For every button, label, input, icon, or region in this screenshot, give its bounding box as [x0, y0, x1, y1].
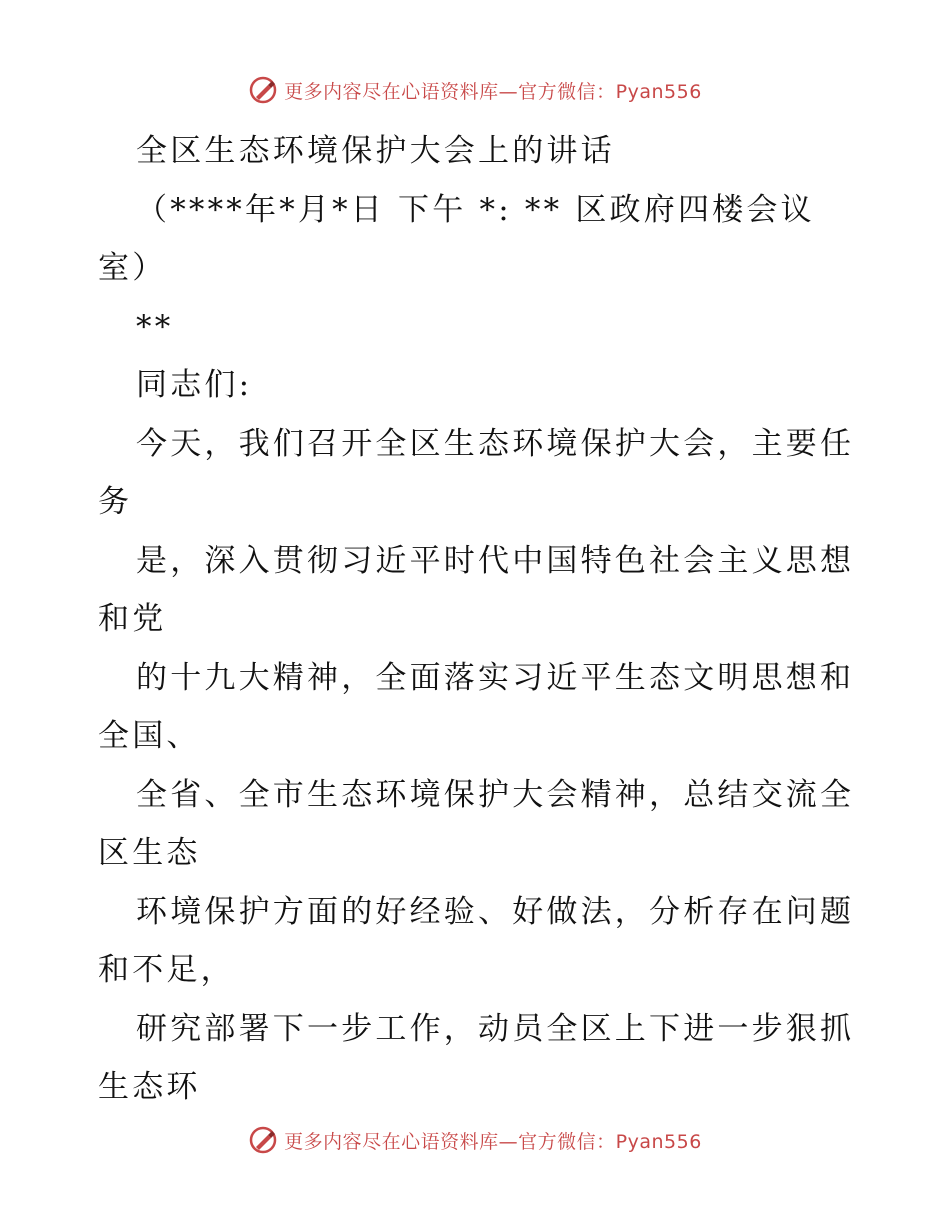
pen-logo-icon: [248, 75, 278, 105]
header-watermark: [0, 70, 950, 110]
document-body: [98, 122, 858, 1117]
text-line: 务: [98, 484, 133, 520]
text-line: 全国、: [98, 718, 201, 754]
watermark-text: 更多内容尽在心语资料库—官方微信：Pyan556: [284, 80, 702, 103]
watermark-text: 更多内容尽在心语资料库—官方微信：Pyan556: [284, 1130, 702, 1153]
text-line: 生态环: [98, 1069, 201, 1105]
text-line: 和不足，: [98, 952, 235, 988]
text-line: 同志们:: [136, 367, 253, 403]
text-line: 研究部署下一步工作，动员全区上下进一步狠抓: [136, 1010, 855, 1047]
text-line: 环境保护方面的好经验、好做法，分析存在问题: [136, 893, 855, 930]
text-line: 今天，我们召开全区生态环境保护大会，主要任: [136, 425, 855, 462]
text-line: 全省、全市生态环境保护大会精神，总结交流全: [136, 776, 855, 813]
text-line: 区生态: [98, 835, 201, 871]
text-line: 和党: [98, 601, 167, 637]
text-line: 全区生态环境保护大会上的讲话: [136, 133, 615, 169]
pen-logo-icon: [248, 1125, 278, 1155]
footer-watermark: [0, 1120, 950, 1160]
text-line: **: [136, 308, 174, 345]
text-line: （****年*月*日 下午 *: ** 区政府四楼会议: [136, 191, 815, 228]
text-line: 是，深入贯彻习近平时代中国特色社会主义思想: [136, 542, 855, 579]
text-line: 室）: [98, 250, 167, 286]
text-line: 的十九大精神，全面落实习近平生态文明思想和: [136, 659, 855, 696]
